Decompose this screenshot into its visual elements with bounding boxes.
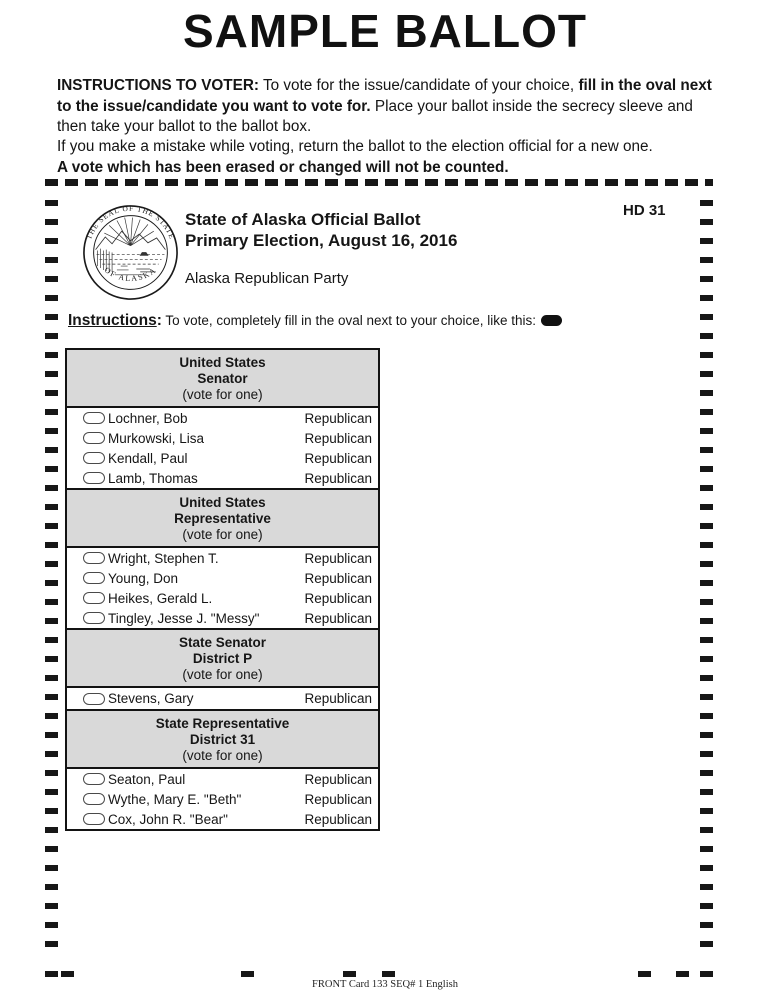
vote-oval[interactable] — [83, 472, 105, 484]
contest-title-line1: United States — [179, 355, 266, 370]
vote-oval[interactable] — [83, 592, 105, 604]
candidate-row — [67, 448, 378, 468]
contest-header-state-representative — [67, 709, 378, 769]
contest-title-line2: Senator — [197, 371, 248, 386]
candidate-name: Wright, Stephen T. — [108, 550, 219, 566]
alaska-state-seal — [82, 202, 179, 303]
candidate-name: Seaton, Paul — [108, 771, 186, 787]
candidate-name: Kendall, Paul — [108, 450, 188, 466]
candidate-party: Republican — [304, 470, 372, 486]
vote-oval[interactable] — [83, 793, 105, 805]
contest-title-line1: State Senator — [178, 635, 267, 650]
candidate-row — [67, 568, 378, 588]
vote-oval[interactable] — [83, 552, 105, 564]
candidate-party: Republican — [304, 450, 372, 466]
instructions-colon: : — [156, 312, 162, 329]
candidate-party: Republican — [304, 550, 372, 566]
mistake-text: If you make a mistake while voting, return the ballot to the election official for a new one. — [57, 138, 653, 156]
page-title: SAMPLE BALLOT — [183, 5, 587, 57]
contest-title-line2: Representative — [174, 511, 271, 526]
vote-for-note: (vote for one) — [182, 527, 263, 542]
contest-title-line2: District 31 — [189, 732, 256, 747]
house-district-label: HD 31 — [623, 202, 666, 219]
timing-mark — [241, 971, 254, 977]
erased-vote-warning: A vote which has been erased or changed will not be counted. — [57, 158, 509, 176]
fill-oval-bold-text: fill in the oval next to the issue/candidate you want to vote for. — [57, 77, 712, 115]
contest-header-us-senator — [67, 350, 378, 408]
vote-for-note: (vote for one) — [182, 387, 263, 402]
instructions-text: To vote for the issue/candidate of your choice, — [258, 77, 579, 95]
timing-mark — [343, 971, 356, 977]
ballot-title-line2: Primary Election, August 16, 2016 — [185, 231, 458, 250]
contest-title-line2: District P — [192, 651, 253, 666]
voter-instructions-paragraph-1 — [57, 76, 721, 138]
vote-oval[interactable] — [83, 773, 105, 785]
vote-oval[interactable] — [83, 612, 105, 624]
vote-oval[interactable] — [83, 693, 105, 705]
candidate-name: Wythe, Mary E. "Beth" — [108, 791, 242, 807]
instructions-to-voter-label: INSTRUCTIONS TO VOTER: — [57, 77, 259, 95]
candidate-party: Republican — [304, 430, 372, 446]
candidate-row — [67, 789, 378, 809]
candidate-row — [67, 769, 378, 789]
timing-mark — [676, 971, 689, 977]
candidate-name: Lochner, Bob — [108, 410, 188, 426]
candidate-row — [67, 588, 378, 608]
contest-title-line1: State Representative — [155, 716, 290, 731]
timing-marks-top — [45, 179, 713, 186]
timing-marks-left — [45, 200, 58, 957]
candidate-row — [67, 608, 378, 628]
candidate-row — [67, 688, 378, 709]
timing-mark — [700, 971, 713, 977]
ballot-card — [45, 179, 713, 980]
instructions-fill-text: To vote, completely fill in the oval next to your choice, like this: — [161, 313, 537, 328]
candidate-row — [67, 408, 378, 428]
vote-oval[interactable] — [83, 572, 105, 584]
candidate-party: Republican — [304, 811, 372, 827]
secrecy-sleeve-text: Place your ballot inside the secrecy sleeve and then take your ballot to the ballot box. — [57, 97, 693, 136]
candidate-party: Republican — [304, 610, 372, 626]
contest-title-line1: United States — [179, 495, 266, 510]
candidate-name: Lamb, Thomas — [108, 470, 198, 486]
candidate-name: Young, Don — [108, 570, 179, 586]
candidate-name: Heikes, Gerald L. — [108, 590, 213, 606]
contest-header-us-representative — [67, 488, 378, 548]
contest-header-state-senator — [67, 628, 378, 688]
candidate-party: Republican — [304, 771, 372, 787]
candidate-name: Tingley, Jesse J. "Messy" — [108, 610, 260, 626]
timing-marks-right — [700, 200, 713, 957]
candidate-row — [67, 428, 378, 448]
ballot-party-name: Alaska Republican Party — [185, 270, 349, 287]
voter-instructions-paragraph-2 — [57, 137, 721, 178]
vote-for-note: (vote for one) — [182, 667, 263, 682]
vote-oval[interactable] — [83, 452, 105, 464]
candidate-row — [67, 548, 378, 568]
vote-oval[interactable] — [83, 432, 105, 444]
ballot-title-line1: State of Alaska Official Ballot — [185, 210, 421, 229]
candidate-row — [67, 809, 378, 829]
candidate-party: Republican — [304, 791, 372, 807]
ballot-instructions-line — [68, 312, 562, 330]
timing-mark — [61, 971, 74, 977]
vote-oval[interactable] — [83, 412, 105, 424]
timing-mark — [45, 971, 58, 977]
vote-oval[interactable] — [83, 813, 105, 825]
vote-for-note: (vote for one) — [182, 748, 263, 763]
contest-table — [65, 348, 380, 831]
candidate-name: Cox, John R. "Bear" — [108, 811, 228, 827]
candidate-party: Republican — [304, 410, 372, 426]
candidate-name: Stevens, Gary — [108, 691, 194, 706]
seal-bottom-text: OF ALASKA — [102, 265, 159, 284]
candidate-party: Republican — [304, 691, 372, 706]
ballot-card-footer: FRONT Card 133 SEQ# 1 English — [312, 979, 458, 990]
seal-top-text: THE SEAL OF THE STATE — [84, 203, 177, 241]
candidate-party: Republican — [304, 590, 372, 606]
timing-mark — [382, 971, 395, 977]
filled-oval-example-icon — [541, 315, 562, 326]
candidate-row — [67, 468, 378, 488]
timing-mark — [638, 971, 651, 977]
candidate-name: Murkowski, Lisa — [108, 430, 205, 446]
instructions-label: Instructions — [68, 312, 157, 329]
candidate-party: Republican — [304, 570, 372, 586]
